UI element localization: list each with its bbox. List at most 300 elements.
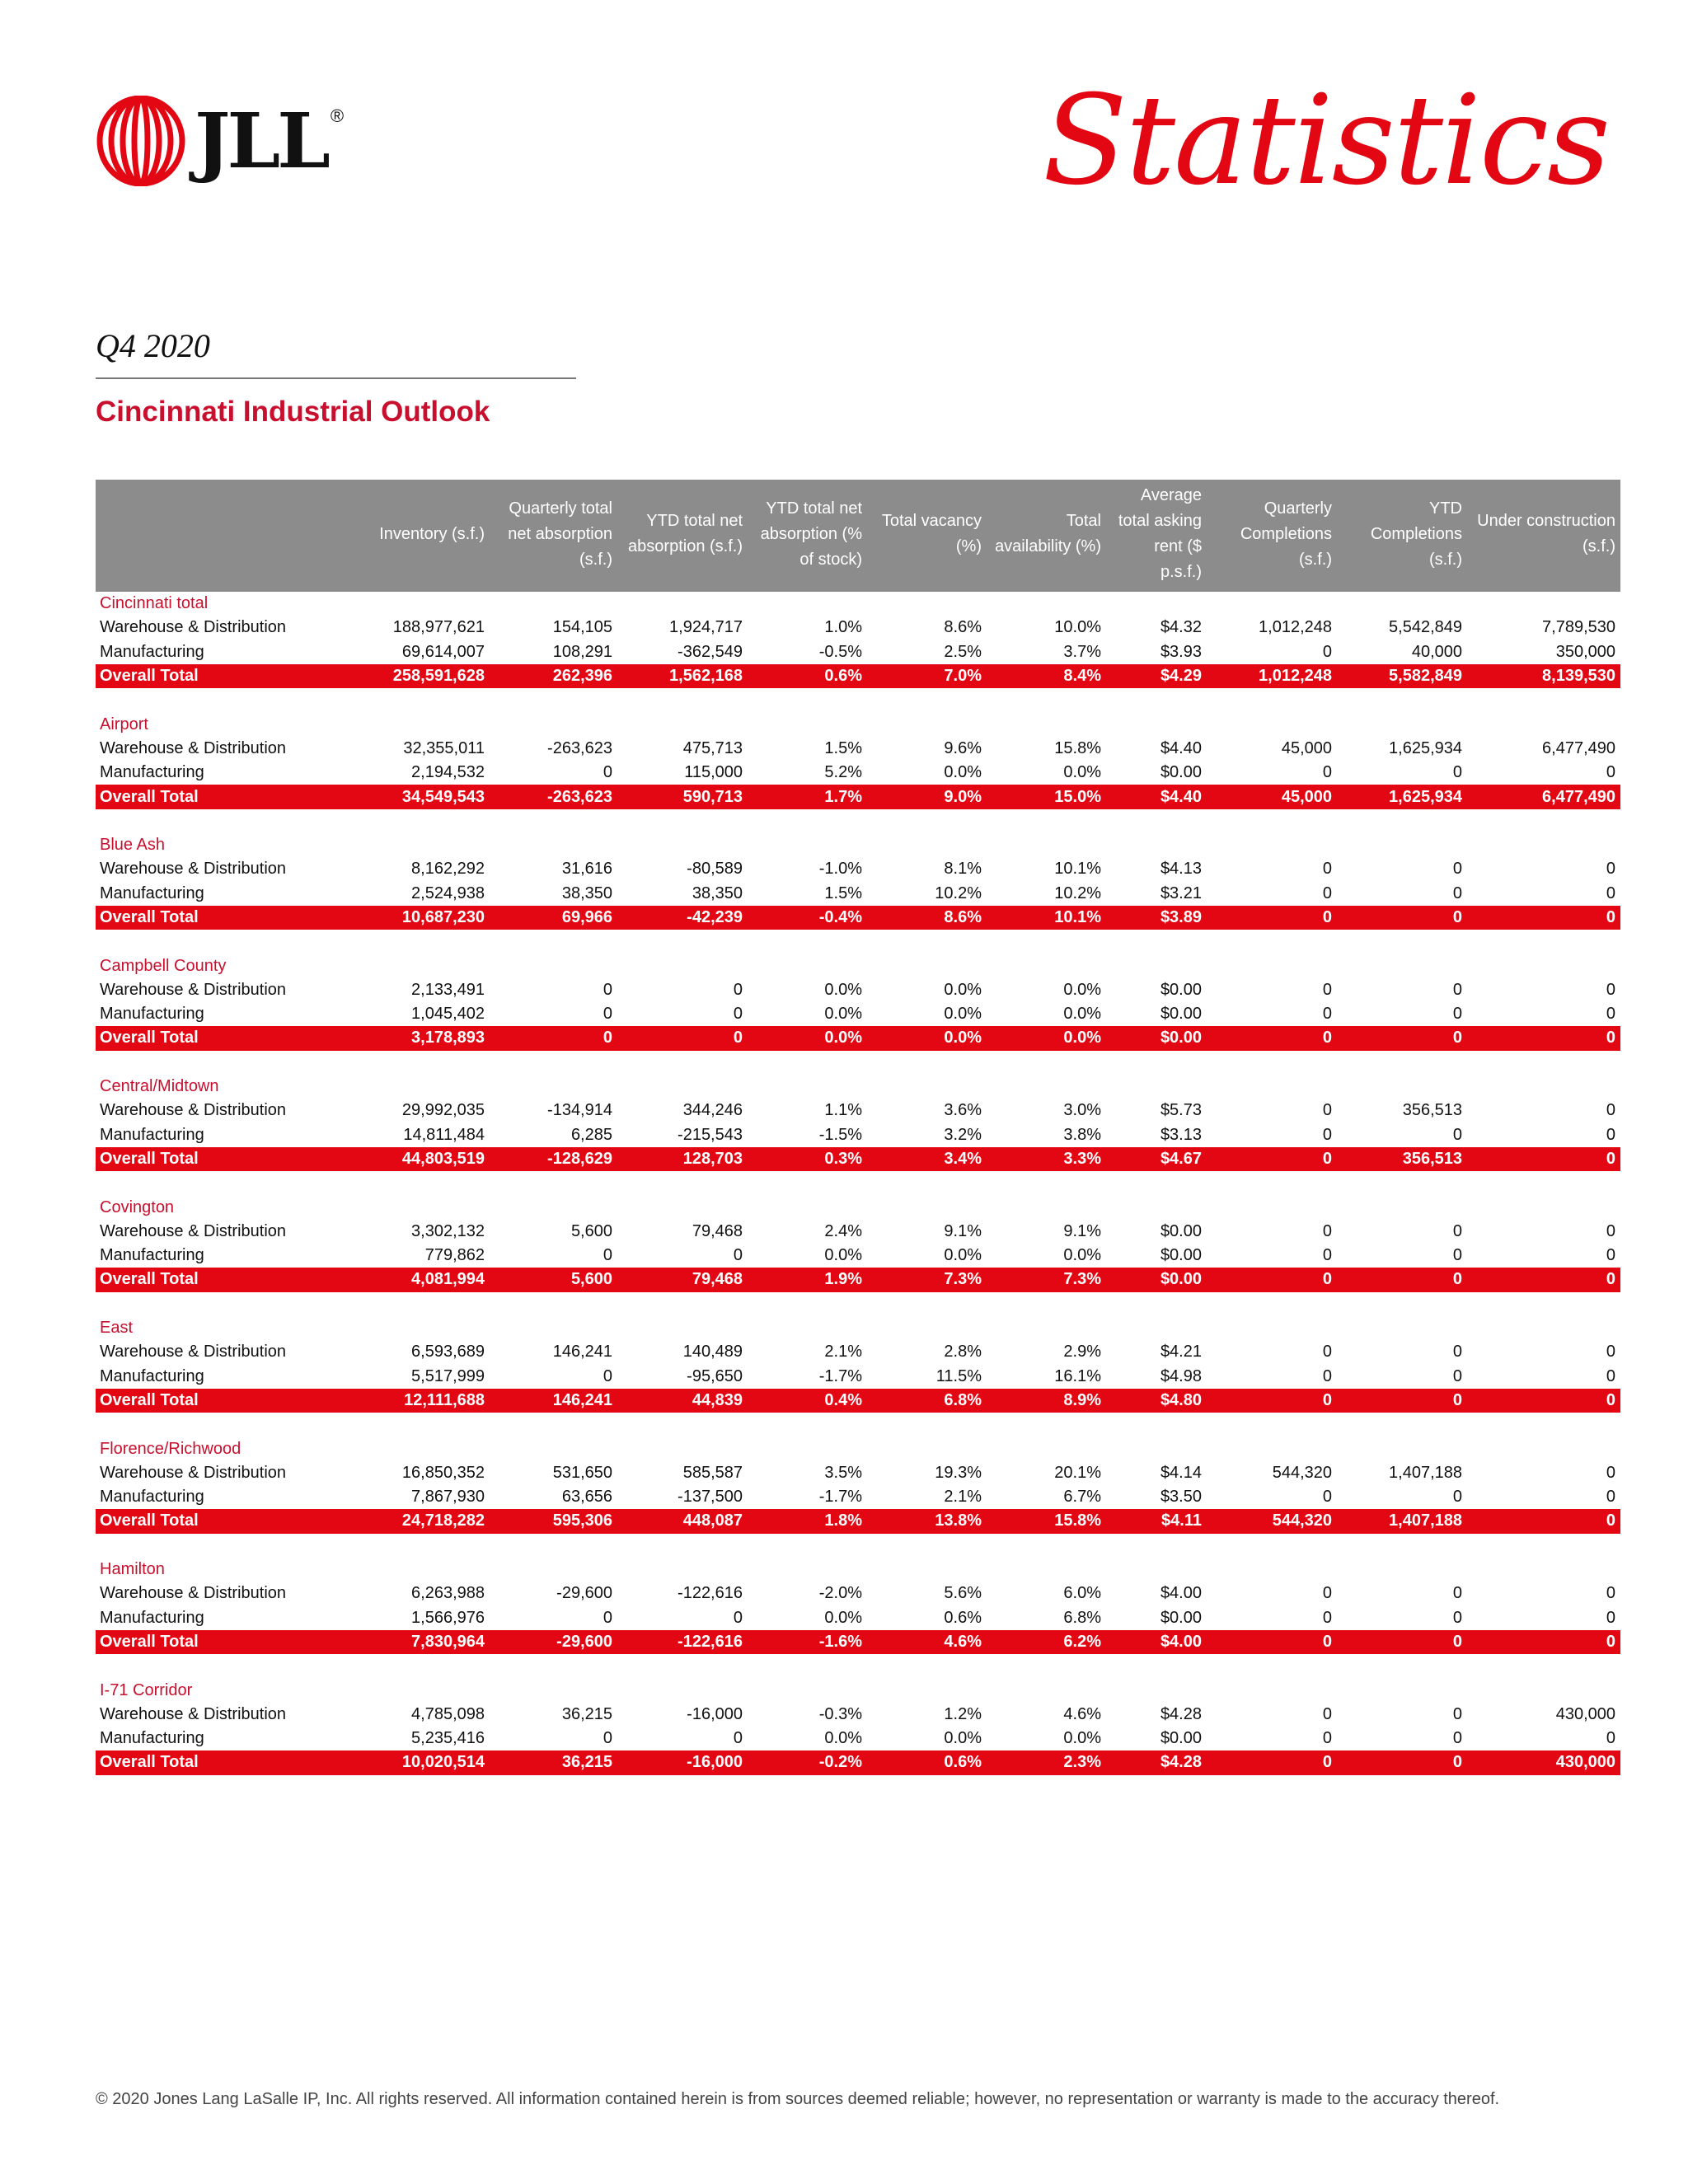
table-cell: -16,000 [617,1750,748,1774]
table-cell: 0.0% [944,763,982,782]
table-cell: 0 [1452,1729,1462,1748]
table-cell: 0 [1606,1246,1615,1265]
table-cell: 6.2% [987,1630,1106,1654]
table-cell: 8,139,530 [1467,664,1620,688]
table-cell: -1.0% [818,860,862,879]
table-cell: 9.6% [944,738,982,757]
column-header: Average total asking rent ($ p.s.f.) [1106,480,1207,592]
table-cell: 595,306 [490,1509,617,1533]
table-cell: 0 [1467,1147,1620,1171]
table-cell: 0 [603,1246,612,1265]
table-cell: 0 [1322,1608,1332,1627]
row-label: Manufacturing [100,642,204,661]
overall-total-row [96,785,1620,808]
table-cell: 430,000 [1555,1704,1615,1723]
table-cell: 5,600 [570,1221,612,1240]
table-cell: 34,549,543 [359,785,490,808]
table-cell: 0 [1322,1246,1332,1265]
table-cell: $4.40 [1106,785,1207,808]
table-cell: 448,087 [617,1509,748,1533]
table-cell: 0 [617,1026,748,1050]
table-cell: -0.2% [748,1750,867,1774]
table-cell: 1,407,188 [1389,1463,1462,1482]
table-cell: 38,350 [692,883,743,902]
table-cell: 544,320 [1207,1509,1337,1533]
table-cell: 0 [1452,883,1462,902]
column-header: YTD total net absorption (% of stock) [748,480,867,592]
table-cell: 1.2% [944,1704,982,1723]
table-cell: 0 [1207,1389,1337,1413]
section-header-row [96,1195,1620,1219]
table-cell: 10.1% [1054,860,1101,879]
table-cell: 7.3% [987,1268,1106,1291]
section-header-row [96,1075,1620,1099]
table-cell: 45,000 [1207,785,1337,808]
table-cell: $4.21 [1160,1343,1202,1361]
table-cell: 6,477,490 [1542,738,1615,757]
column-header: Under construction (s.f.) [1467,480,1620,592]
table-cell: 0.0% [824,1005,862,1024]
table-cell: 0 [1337,1389,1467,1413]
row-label: Overall Total [96,1630,359,1654]
row-label: Manufacturing [100,1005,204,1024]
table-cell: 430,000 [1467,1750,1620,1774]
row-label: Manufacturing [100,763,204,782]
table-cell: 0 [733,1246,743,1265]
column-header: YTD Completions (s.f.) [1337,480,1467,592]
registered-mark: ® [330,105,345,126]
row-label: Overall Total [96,1509,359,1533]
column-header: Quarterly total net absorption (s.f.) [490,480,617,592]
row-label: Warehouse & Distribution [100,1101,287,1120]
table-cell: 108,291 [552,642,612,661]
table-cell: 262,396 [490,664,617,688]
table-row [96,1703,1620,1727]
table-cell: 0 [1467,906,1620,930]
submarket-name: Airport [100,715,148,733]
table-cell: 0 [1452,1488,1462,1507]
table-cell: 7.3% [867,1268,987,1291]
statistics-script-title: Statistics [1043,69,1609,213]
table-cell: 0 [1452,1704,1462,1723]
table-cell: 44,839 [617,1389,748,1413]
table-cell: 0 [1452,1608,1462,1627]
spacer-cell [96,930,1620,954]
table-cell: 24,718,282 [359,1509,490,1533]
table-cell: 5.6% [944,1584,982,1603]
row-label: Manufacturing [100,1366,204,1385]
table-cell: 8.9% [987,1389,1106,1413]
table-cell: 0 [1337,906,1467,930]
table-cell: 0 [1322,1704,1332,1723]
table-cell: 5.2% [824,763,862,782]
table-cell: 5,235,416 [411,1729,485,1748]
table-cell: -137,500 [678,1488,743,1507]
table-cell: 0.0% [1063,1729,1101,1748]
column-header: Total availability (%) [987,480,1106,592]
table-cell: 40,000 [1411,642,1462,661]
row-label: Warehouse & Distribution [100,980,287,999]
table-cell: $4.13 [1160,860,1202,879]
table-cell: 36,215 [561,1704,612,1723]
table-cell: 0.0% [1063,1005,1101,1024]
table-cell: $4.00 [1106,1630,1207,1654]
table-cell: 0 [1467,1389,1620,1413]
table-cell: -29,600 [490,1630,617,1654]
table-cell: 0 [1606,1343,1615,1361]
table-cell: -122,616 [617,1630,748,1654]
copyright-footer: © 2020 Jones Lang LaSalle IP, Inc. All rights reserved. All information contained herein is from sources deemed reliable; however, no representation or warranty is made to the accuracy thereof. [96,2090,1500,2108]
table-cell: 3.4% [867,1147,987,1171]
table-cell: -134,914 [547,1101,612,1120]
row-label: Overall Total [96,1026,359,1050]
table-cell: 0 [1337,1026,1467,1050]
table-cell: 12,111,688 [359,1389,490,1413]
table-cell: 1,566,976 [411,1608,485,1627]
table-cell: 11.5% [935,1366,982,1385]
table-cell: -0.3% [818,1704,862,1723]
table-cell: 45,000 [1281,738,1332,757]
table-cell: 0 [1467,1630,1620,1654]
table-cell: 0 [1606,1366,1615,1385]
table-cell: -263,623 [547,738,612,757]
table-row [96,1099,1620,1122]
table-cell: 0 [1606,1005,1615,1024]
table-cell: 9.1% [944,1221,982,1240]
table-cell: 0 [1322,1343,1332,1361]
table-cell: 3,302,132 [411,1221,485,1240]
table-cell: 5,582,849 [1337,664,1467,688]
table-cell: 5,517,999 [411,1366,485,1385]
table-cell: 2,524,938 [411,883,485,902]
table-cell: 13.8% [867,1509,987,1533]
table-body [96,592,1620,1775]
table-cell: 0 [1207,1147,1337,1171]
table-cell: 0 [1452,763,1462,782]
table-cell: 10,687,230 [359,906,490,930]
table-row [96,1605,1620,1629]
table-cell: 8.1% [944,860,982,879]
table-cell: 188,977,621 [392,618,485,637]
overall-total-row [96,1026,1620,1050]
table-cell: 3.8% [1063,1125,1101,1144]
table-cell: 0 [1606,980,1615,999]
table-cell: 6,593,689 [411,1343,485,1361]
table-row [96,1220,1620,1244]
column-header: Total vacancy (%) [867,480,987,592]
table-cell: 10.1% [987,906,1106,930]
table-cell: -42,239 [617,906,748,930]
table-cell: 31,616 [561,860,612,879]
table-cell: 0.0% [944,980,982,999]
table-cell: 2.5% [944,642,982,661]
table-cell: 258,591,628 [359,664,490,688]
spacer-cell [96,1292,1620,1316]
table-cell: 10.0% [1054,618,1101,637]
table-cell: -215,543 [678,1125,743,1144]
table-cell: $0.00 [1160,980,1202,999]
submarket-name: Cincinnati total [100,594,209,613]
table-cell: 0 [1606,1463,1615,1482]
table-cell: 0 [1207,1750,1337,1774]
table-cell: 3.2% [944,1125,982,1144]
table-cell: -29,600 [556,1584,612,1603]
row-label: Manufacturing [100,883,204,902]
table-cell: 475,713 [682,738,743,757]
table-cell: 6.0% [1063,1584,1101,1603]
submarket-name: Covington [100,1197,175,1216]
overall-total-row [96,1147,1620,1171]
table-cell: 0 [1606,1729,1615,1748]
table-cell: 356,513 [1402,1101,1462,1120]
table-cell: 0 [603,1366,612,1385]
table-cell: 0 [1452,1584,1462,1603]
table-cell: 1,625,934 [1337,785,1467,808]
table-cell: 0.6% [748,664,867,688]
row-label: Warehouse & Distribution [100,1343,287,1361]
table-cell: 0 [1322,883,1332,902]
table-cell: 1,407,188 [1337,1509,1467,1533]
table-cell: -1.6% [748,1630,867,1654]
table-cell: 0 [1322,1005,1332,1024]
table-cell: 15.8% [987,1509,1106,1533]
table-cell: 0 [1337,1750,1467,1774]
section-spacer [96,1292,1620,1316]
row-label: Overall Total [96,906,359,930]
table-cell: 2.1% [824,1343,862,1361]
row-label: Warehouse & Distribution [100,1584,287,1603]
table-cell: 2.8% [944,1343,982,1361]
table-cell: 0 [733,1005,743,1024]
table-cell: 0 [1322,1584,1332,1603]
overall-total-row [96,1389,1620,1413]
column-header: YTD total net absorption (s.f.) [617,480,748,592]
table-cell: 69,614,007 [401,642,485,661]
table-row [96,1727,1620,1750]
table-cell: 6,285 [570,1125,612,1144]
section-spacer [96,1171,1620,1195]
table-cell: 1.8% [748,1509,867,1533]
spacer-cell [96,1534,1620,1558]
section-header-row [96,1316,1620,1340]
row-label: Warehouse & Distribution [100,860,287,879]
table-cell: 3.5% [824,1463,862,1482]
table-cell: 0 [1606,763,1615,782]
logo-wordmark: JLL [195,96,327,185]
period-divider [96,377,576,379]
table-cell: 0 [1467,1268,1620,1291]
table-cell: $3.93 [1160,642,1202,661]
table-cell: 3.3% [987,1147,1106,1171]
table-cell: 140,489 [682,1343,743,1361]
table-cell: $3.89 [1106,906,1207,930]
table-cell: 38,350 [561,883,612,902]
overall-total-row [96,664,1620,688]
table-cell: -2.0% [818,1584,862,1603]
table-cell: 20.1% [1054,1463,1101,1482]
table-cell: 0 [1322,763,1332,782]
row-label: Warehouse & Distribution [100,738,287,757]
table-cell: 0.0% [1063,1246,1101,1265]
table-cell: 1.5% [824,883,862,902]
table-cell: 590,713 [617,785,748,808]
column-header: Inventory (s.f.) [359,480,490,592]
table-cell: $4.32 [1160,618,1202,637]
table-cell: 779,862 [424,1246,485,1265]
table-cell: 15.8% [1054,738,1101,757]
table-cell: 154,105 [552,618,612,637]
overall-total-row [96,1630,1620,1654]
table-cell: 0 [1322,980,1332,999]
table-cell: 0.0% [867,1026,987,1050]
table-cell: 0 [1207,1630,1337,1654]
table-cell: 0 [1606,1584,1615,1603]
table-cell: $0.00 [1160,1246,1202,1265]
table-cell: 16.1% [1054,1366,1101,1385]
table-row [96,1123,1620,1147]
section-header-row [96,592,1620,616]
statistics-table [96,480,1620,1775]
table-cell: 0 [1322,642,1332,661]
table-cell: 10.2% [1054,883,1101,902]
table-cell: $4.67 [1106,1147,1207,1171]
table-cell: 0 [1322,1729,1332,1748]
row-label: Warehouse & Distribution [100,1221,287,1240]
table-cell: 0 [1452,1125,1462,1144]
row-label: Manufacturing [100,1125,204,1144]
table-cell: 0.0% [944,1729,982,1748]
table-row [96,1485,1620,1509]
table-cell: 344,246 [682,1101,743,1120]
table-cell: $0.00 [1106,1268,1207,1291]
table-cell: 4,081,994 [359,1268,490,1291]
table-cell: -362,549 [678,642,743,661]
row-label: Overall Total [96,1268,359,1291]
table-cell: $3.50 [1160,1488,1202,1507]
table-cell: 544,320 [1272,1463,1332,1482]
table-cell: 0.0% [944,1005,982,1024]
table-cell: 44,803,519 [359,1147,490,1171]
table-cell: $0.00 [1160,763,1202,782]
table-cell: 0.0% [748,1026,867,1050]
overall-total-row [96,1750,1620,1774]
table-cell: $0.00 [1160,1005,1202,1024]
table-cell: $0.00 [1160,1608,1202,1627]
table-cell: 79,468 [617,1268,748,1291]
table-cell: 16,850,352 [401,1463,485,1482]
table-cell: 0.0% [944,1246,982,1265]
table-cell: 3.7% [1063,642,1101,661]
table-cell: 7.0% [867,664,987,688]
table-cell: 19.3% [935,1463,982,1482]
table-row [96,882,1620,906]
table-cell: 0.0% [824,1246,862,1265]
table-cell: 0 [1207,1026,1337,1050]
table-cell: $4.11 [1106,1509,1207,1533]
table-row [96,857,1620,881]
table-cell: 1,012,248 [1259,618,1332,637]
table-header-row [96,480,1620,592]
row-label: Warehouse & Distribution [100,618,287,637]
table-cell: 0 [1452,1246,1462,1265]
table-cell: 531,650 [552,1463,612,1482]
table-row [96,737,1620,761]
statistics-table-wrapper [96,480,1615,1775]
table-cell: 0 [1337,1268,1467,1291]
section-spacer [96,1413,1620,1436]
row-label: Manufacturing [100,1246,204,1265]
table-cell: 0 [1606,1125,1615,1144]
spacer-cell [96,1654,1620,1678]
table-cell: 0 [1606,1488,1615,1507]
table-cell: 0.0% [1063,763,1101,782]
table-cell: 1,625,934 [1389,738,1462,757]
table-cell: 0 [1606,860,1615,879]
table-cell: 0 [1322,1488,1332,1507]
section-header-row [96,954,1620,977]
row-label: Overall Total [96,1750,359,1774]
table-cell: 15.0% [987,785,1106,808]
table-cell: 146,241 [552,1343,612,1361]
table-cell: 1,562,168 [617,664,748,688]
section-spacer [96,1534,1620,1558]
table-cell: 7,867,930 [411,1488,485,1507]
table-row [96,1244,1620,1268]
table-cell: 9.1% [1063,1221,1101,1240]
table-row [96,1461,1620,1485]
row-label: Manufacturing [100,1729,204,1748]
table-cell: 7,830,964 [359,1630,490,1654]
page-title: Cincinnati Industrial Outlook [96,396,490,428]
table-cell: 5,542,849 [1389,618,1462,637]
submarket-name: I-71 Corridor [100,1680,193,1699]
table-cell: 0 [733,980,743,999]
row-label: Manufacturing [100,1488,204,1507]
table-cell: 0.3% [748,1147,867,1171]
table-cell: 79,468 [692,1221,743,1240]
row-label: Overall Total [96,1389,359,1413]
table-cell: 0 [733,1608,743,1627]
table-row [96,978,1620,1002]
table-cell: $4.29 [1106,664,1207,688]
table-cell: $3.13 [1160,1125,1202,1144]
table-cell: 0 [1452,980,1462,999]
table-cell: 0 [1467,1026,1620,1050]
table-cell: $4.40 [1160,738,1202,757]
table-cell: 6,477,490 [1467,785,1620,808]
section-spacer [96,1654,1620,1678]
row-label: Overall Total [96,664,359,688]
table-cell: 10,020,514 [359,1750,490,1774]
table-cell: 29,992,035 [401,1101,485,1120]
table-cell: 5,600 [490,1268,617,1291]
spacer-cell [96,1051,1620,1075]
table-cell: 1.0% [824,618,862,637]
overall-total-row [96,906,1620,930]
section-header-row [96,1436,1620,1460]
submarket-name: Blue Ash [100,836,165,855]
table-cell: 0 [1606,1101,1615,1120]
table-cell: 585,587 [682,1463,743,1482]
table-cell: 3.6% [944,1101,982,1120]
table-cell: 0 [1452,860,1462,879]
table-cell: 0 [1452,1343,1462,1361]
table-cell: 0 [603,1005,612,1024]
table-cell: $4.80 [1106,1389,1207,1413]
table-cell: 2,133,491 [411,980,485,999]
table-cell: 1,045,402 [411,1005,485,1024]
table-cell: $4.28 [1160,1704,1202,1723]
